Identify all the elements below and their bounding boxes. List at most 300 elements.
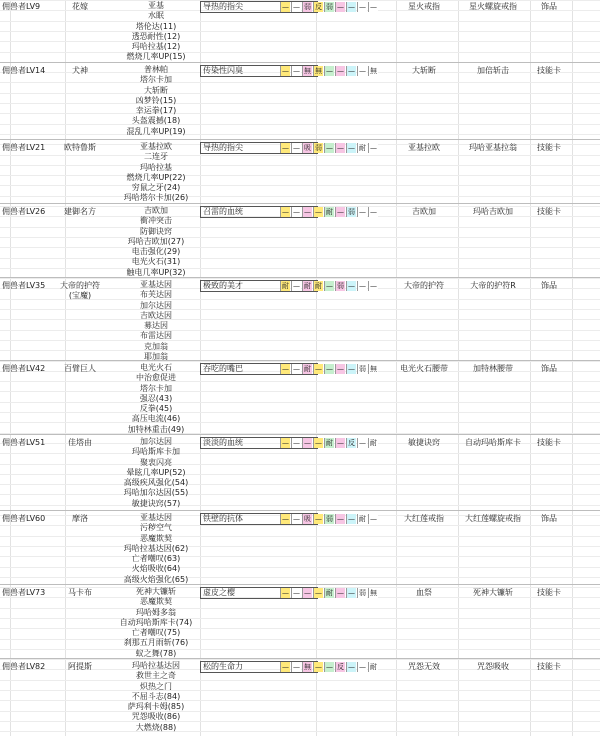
persona-name: 摩洛 [72, 514, 88, 523]
ring-trait-box [200, 142, 377, 154]
grid-line [0, 731, 600, 732]
item-upgraded-name: 加特林腰带 [473, 364, 513, 373]
skill-item: 亡者嘲叹(63) [131, 554, 181, 564]
grid-line [0, 165, 600, 166]
skill-item: 死神大镰斩 [135, 587, 176, 596]
ring-trait-box [200, 206, 377, 218]
grid-line [0, 361, 600, 362]
row-separator [0, 434, 600, 435]
skill-item: 亡者嘲叹(75) [131, 628, 181, 638]
item-upgraded-name: 星火螺旋戒指 [469, 2, 517, 11]
grid-line [0, 618, 600, 619]
grid-line [0, 721, 600, 722]
item-upgraded-name: 加倍斩击 [477, 66, 509, 75]
skill-list [128, 363, 184, 435]
affinity-cell: — [359, 282, 366, 290]
item-name: 大斩断 [412, 66, 436, 75]
skill-item: 耶加翁 [144, 352, 168, 362]
skill-item: 防御诀窍 [139, 226, 172, 236]
grid-line [0, 639, 600, 640]
grid-line [0, 268, 600, 269]
affinity-cell: — [293, 663, 300, 671]
skill-item: 高级火焰强化(65) [123, 574, 189, 584]
ring-trait-box [200, 513, 377, 525]
row-separator [0, 203, 600, 204]
skill-item: 衝冲突击 [139, 216, 172, 226]
trait-name: 虚皮之樱 [203, 588, 235, 597]
persona-name: 百臂巨人 [64, 364, 96, 373]
column-divider [572, 0, 573, 736]
affinity-cell: — [348, 67, 355, 75]
persona-level: 佣兽者LV51 [2, 438, 46, 447]
grid-line [0, 155, 600, 156]
skill-item: 反拳(45) [139, 404, 173, 414]
skill-item: 火焰吸收(64) [131, 564, 181, 574]
persona-level: 佣兽者LV14 [2, 66, 46, 75]
affinity-cell: 弱 [359, 589, 366, 597]
grid-line [0, 464, 600, 465]
affinity-cell: — [282, 365, 289, 373]
skill-item: 幸运拳(17) [135, 106, 177, 116]
ring-trait-box [200, 65, 377, 77]
skill-list [128, 661, 184, 733]
affinity-cell: 耐 [370, 663, 377, 671]
column-divider [396, 0, 397, 736]
grid-line [0, 536, 600, 537]
affinity-cell: — [293, 144, 300, 152]
row-separator [0, 584, 600, 585]
affinity-cell: — [337, 515, 344, 523]
skill-item: 亚基达因 [139, 513, 172, 522]
grid-line [0, 41, 600, 42]
affinity-cell: — [293, 3, 300, 11]
item-name: 咒怨无效 [408, 662, 440, 671]
affinity-cell: — [337, 365, 344, 373]
skill-item: 玛哈拉基达因 [131, 661, 180, 670]
trait-name: 松的生命力 [203, 662, 243, 671]
affinity-cell: — [326, 67, 333, 75]
skill-item: 募达因 [144, 321, 168, 331]
affinity-cell: — [337, 144, 344, 152]
affinity-cell: — [293, 208, 300, 216]
skill-item: 凶梦铃(15) [135, 95, 177, 105]
skill-item: 布芙达因 [140, 290, 172, 300]
skill-item: 敏捷诀窍(57) [131, 498, 181, 508]
affinity-cell: — [326, 663, 333, 671]
grid-line [0, 608, 600, 609]
skill-item: 布雷达因 [140, 331, 172, 341]
affinity-cell: — [293, 439, 300, 447]
item-name: 星火戒指 [408, 2, 440, 11]
affinity-cell: — [326, 365, 333, 373]
affinity-cell: — [326, 144, 333, 152]
ring-trait-box [200, 437, 377, 449]
skill-item: 高压电流(46) [131, 414, 181, 424]
item-type: 技能卡 [537, 588, 561, 597]
affinity-cell: 耐 [304, 282, 311, 290]
grid-line [0, 340, 600, 341]
row-separator [0, 360, 600, 361]
row-separator [0, 139, 600, 140]
affinity-cell: — [293, 282, 300, 290]
item-type: 饰品 [541, 281, 557, 290]
affinity-cell: — [359, 208, 366, 216]
persona-level: 佣兽者LV26 [2, 207, 46, 216]
grid-line [0, 505, 600, 506]
skill-item: 污秽空气 [139, 523, 172, 533]
grid-line [0, 247, 600, 248]
skill-item: 克加翁 [144, 341, 168, 351]
trait-name: 传染性闪臭 [203, 66, 243, 75]
affinity-cell: 吸 [304, 144, 311, 152]
grid-line [0, 422, 600, 423]
skill-item: 加特林重击(49) [127, 424, 185, 434]
grid-line [0, 453, 600, 454]
skill-item: 亚基拉欧 [139, 142, 172, 151]
skill-item: 不屈斗志(84) [131, 691, 181, 701]
affinity-cell: — [337, 439, 344, 447]
affinity-cell: — [293, 515, 300, 523]
affinity-cell: 無 [370, 365, 377, 373]
grid-line [0, 93, 600, 94]
grid-line [0, 103, 600, 104]
skill-item: 恶魔欺契 [139, 533, 172, 543]
skill-item: 中治愈促进 [135, 373, 176, 383]
ring-trait-box [200, 661, 377, 673]
persona-name: 马卡布 [68, 588, 92, 597]
affinity-cell: 無 [370, 67, 377, 75]
skill-item: 触电几率UP(32) [126, 267, 186, 277]
affinity-cell: — [304, 208, 311, 216]
grid-line [0, 690, 600, 691]
row-separator [0, 510, 600, 511]
skill-item: 电光火石 [139, 363, 172, 372]
trait-name: 召雷的血统 [203, 207, 243, 216]
ring-trait-box [200, 363, 377, 375]
affinity-cell: — [359, 439, 366, 447]
affinity-cell: — [282, 67, 289, 75]
skill-item: 大燃烧(88) [135, 722, 177, 732]
affinity-cell: 弱 [304, 3, 311, 11]
affinity-cell: — [315, 515, 322, 523]
skill-item: 聚衷闪亮 [139, 457, 172, 467]
persona-level: 佣兽者LV21 [2, 143, 46, 152]
skill-list [140, 280, 172, 362]
grid-line [0, 700, 600, 701]
affinity-cell: — [348, 282, 355, 290]
affinity-cell: 弱 [359, 365, 366, 373]
item-upgraded-name: 玛哈吉欧加 [473, 207, 513, 216]
grid-line [0, 52, 600, 53]
grid-line [0, 525, 600, 526]
skill-item: 电击强化(29) [131, 247, 181, 257]
persona-level: 佣兽者LV9 [2, 2, 41, 11]
persona-level: 佣兽者LV60 [2, 514, 46, 523]
affinity-cell: — [282, 589, 289, 597]
grid-line [0, 278, 600, 279]
skill-item: 玛哈拉基 [139, 162, 172, 172]
affinity-cell: — [304, 589, 311, 597]
item-name: 大帝的护符 [404, 281, 444, 290]
item-name: 电光火石腰带 [400, 364, 448, 373]
ring-trait-box [200, 280, 377, 292]
affinity-cell: 耐 [304, 365, 311, 373]
skill-item: 水眠 [147, 11, 164, 21]
skill-item: 燃烧几率UP(22) [126, 172, 186, 182]
affinity-cell: — [282, 208, 289, 216]
skill-item: 亚基 [147, 1, 164, 10]
affinity-cell: 耐 [326, 589, 333, 597]
grid-line [0, 113, 600, 114]
skill-item: 自动玛哈斯库卡(74) [119, 617, 193, 627]
grid-line [0, 330, 600, 331]
affinity-cell: — [370, 515, 377, 523]
grid-line [0, 402, 600, 403]
affinity-cell: — [348, 589, 355, 597]
grid-line [0, 391, 600, 392]
affinity-cell: — [370, 144, 377, 152]
affinity-cell: 弱 [315, 144, 322, 152]
affinity-cell: 耐 [315, 282, 322, 290]
grid-line [0, 175, 600, 176]
affinity-cell: — [337, 208, 344, 216]
affinity-cell: — [315, 663, 322, 671]
affinity-cell: — [359, 3, 366, 11]
affinity-cell: 弱 [326, 515, 333, 523]
affinity-cell: 耐 [359, 144, 366, 152]
affinity-cell: — [370, 208, 377, 216]
item-upgraded-name: 死神大镰斩 [473, 588, 513, 597]
column-divider [458, 0, 459, 736]
ring-trait-box [200, 1, 377, 13]
grid-line [0, 124, 600, 125]
skill-item: 吉欧达因 [140, 310, 172, 320]
item-upgraded-name: 大帝的护符R [470, 281, 516, 290]
grid-line [0, 546, 600, 547]
skill-item: 加尔达因 [139, 437, 172, 446]
grid-line [0, 711, 600, 712]
grid-line [0, 567, 600, 568]
affinity-cell: — [348, 365, 355, 373]
skill-item: 刹那五月雨斩(76) [123, 638, 189, 648]
item-type: 技能卡 [537, 143, 561, 152]
grid-line [0, 381, 600, 382]
skill-item: 强忍(43) [139, 393, 173, 403]
affinity-cell: — [304, 439, 311, 447]
affinity-cell: — [315, 208, 322, 216]
skill-item: 塔伦达(11) [135, 21, 177, 31]
ring-trait-box [200, 587, 377, 599]
affinity-cell: — [315, 365, 322, 373]
affinity-cell: 弱 [348, 208, 355, 216]
skill-list [120, 587, 192, 659]
skill-item: 玛哈塔尔卡加(26) [123, 193, 189, 203]
skill-item: 玛哈加尔达因(55) [123, 488, 189, 498]
skill-item: 亚基达因 [140, 280, 172, 289]
skill-item: 玛哈斯库卡加 [131, 447, 180, 457]
affinity-cell: 耐 [370, 439, 377, 447]
grid-line [0, 350, 600, 351]
grid-line [0, 680, 600, 681]
skill-list [126, 1, 185, 63]
persona-name: 大帝的护符 [60, 281, 100, 290]
affinity-cell: — [315, 589, 322, 597]
affinity-cell: — [282, 663, 289, 671]
skill-list [126, 206, 185, 278]
persona-level: 佣兽者LV42 [2, 364, 46, 373]
affinity-cell: — [326, 282, 333, 290]
grid-line [0, 237, 600, 238]
persona-name: 建御名方 [64, 207, 96, 216]
skill-item: 混乱几率UP(19) [126, 126, 186, 136]
skill-list [126, 65, 185, 137]
affinity-cell: — [282, 3, 289, 11]
row-separator [0, 277, 600, 278]
affinity-cell: 反 [348, 439, 355, 447]
skill-item: 透恐耐性(12) [131, 31, 181, 41]
affinity-cell: — [348, 3, 355, 11]
item-upgraded-name: 自动玛哈斯库卡 [465, 438, 521, 447]
affinity-cell: — [293, 589, 300, 597]
affinity-cell: — [348, 144, 355, 152]
grid-line [0, 21, 600, 22]
grid-line [0, 258, 600, 259]
skill-item: 电光火石(31) [131, 257, 181, 267]
affinity-cell: — [370, 282, 377, 290]
affinity-cell: 反 [315, 3, 322, 11]
skill-item: 大斩断 [143, 85, 168, 95]
affinity-cell: 弱 [337, 282, 344, 290]
skill-item: 吉欧加 [143, 206, 168, 215]
skill-item: 高级疾风强化(54) [123, 478, 189, 488]
persona-name: 欧特鲁斯 [64, 143, 96, 152]
persona-level: 佣兽者LV82 [2, 662, 46, 671]
grid-line [0, 494, 600, 495]
affinity-cell: — [359, 67, 366, 75]
grid-line [0, 309, 600, 310]
item-type: 饰品 [541, 364, 557, 373]
grid-line [0, 556, 600, 557]
column-divider [530, 0, 531, 736]
affinity-cell: — [359, 663, 366, 671]
grid-line [0, 319, 600, 320]
skill-item: 恶魔欺契 [139, 597, 172, 607]
affinity-cell: — [293, 67, 300, 75]
affinity-cell: — [293, 365, 300, 373]
trait-name: 极致的美才 [203, 281, 243, 290]
item-type: 饰品 [541, 514, 557, 523]
grid-line [0, 474, 600, 475]
skill-item: 蚁之舞(78) [135, 648, 177, 658]
affinity-cell: 無 [304, 67, 311, 75]
row-separator [0, 658, 600, 659]
affinity-cell: — [370, 3, 377, 11]
skill-item: 燃烧几率UP(15) [126, 52, 186, 62]
item-name: 吉欧加 [412, 207, 436, 216]
persona-level: 佣兽者LV73 [2, 588, 46, 597]
item-upgraded-name: 咒怨吸收 [477, 662, 509, 671]
grid-line [0, 649, 600, 650]
grid-line [0, 659, 600, 660]
persona-name: 花嫁 [72, 2, 88, 11]
persona-level: 佣兽者LV35 [2, 281, 46, 290]
affinity-cell: 耐 [282, 282, 289, 290]
affinity-cell: 反 [337, 663, 344, 671]
skill-item: 塔尔卡加 [139, 383, 172, 393]
affinity-cell: — [337, 589, 344, 597]
skill-item: 救世主之奇 [135, 671, 176, 681]
trait-name: 淡淡的血统 [203, 438, 243, 447]
persona-name: 犬神 [72, 66, 88, 75]
skill-item: 玛哈吉欧加(27) [127, 236, 185, 246]
grid-line [0, 196, 600, 197]
item-type: 技能卡 [537, 207, 561, 216]
affinity-cell: 無 [370, 589, 377, 597]
skill-item: 头盔震撼(18) [131, 116, 181, 126]
grid-line [0, 134, 600, 135]
skill-item: 玛哈拉基(12) [131, 42, 181, 52]
grid-line [0, 82, 600, 83]
affinity-cell: 吸 [304, 515, 311, 523]
skill-list [124, 142, 188, 204]
affinity-cell: — [337, 67, 344, 75]
trait-name: 导热的指尖 [203, 2, 243, 11]
skill-item: 玛哈姆多翁 [135, 607, 176, 617]
grid-line [0, 484, 600, 485]
persona-name: 阿提斯 [68, 662, 92, 671]
affinity-cell: 無 [304, 663, 311, 671]
affinity-cell: 耐 [359, 515, 366, 523]
skill-item: 萨玛利卡姆(85) [127, 702, 185, 712]
item-type: 技能卡 [537, 438, 561, 447]
item-name: 亚基拉欧 [408, 143, 440, 152]
item-name: 大红莲戒指 [404, 514, 444, 523]
trait-name: 吞吃的嘴巴 [203, 364, 243, 373]
skill-item: 玛哈拉基达因(62) [123, 543, 189, 553]
affinity-cell: — [282, 515, 289, 523]
skill-item: 晕眩几率UP(52) [126, 467, 186, 477]
affinity-cell: 耐 [326, 208, 333, 216]
skill-item: 咒怨吸收(86) [131, 712, 181, 722]
trait-name: 导热的指尖 [203, 143, 243, 152]
affinity-cell: — [337, 3, 344, 11]
skill-list [124, 437, 188, 509]
persona-name: 佳塔由 [68, 438, 92, 447]
skill-item: 加尔达因 [140, 300, 172, 310]
item-type: 技能卡 [537, 662, 561, 671]
row-separator [0, 62, 600, 63]
skill-list [124, 513, 188, 585]
item-type: 饰品 [541, 2, 557, 11]
affinity-cell: — [315, 439, 322, 447]
item-type: 技能卡 [537, 66, 561, 75]
skill-item: 二连牙 [143, 152, 168, 162]
skill-item: 普林帕 [143, 65, 168, 74]
skill-item: 炽热之门 [139, 681, 172, 691]
item-name: 血祭 [416, 588, 432, 597]
affinity-cell: — [282, 439, 289, 447]
skill-item: 塔尔卡加 [139, 75, 172, 85]
grid-line [0, 628, 600, 629]
affinity-cell: 耐 [326, 439, 333, 447]
persona-arcana: (宝魔) [68, 291, 92, 300]
affinity-cell: — [348, 663, 355, 671]
affinity-cell: — [348, 515, 355, 523]
grid-line [0, 227, 600, 228]
item-name: 敏捷诀窍 [408, 438, 440, 447]
item-upgraded-name: 玛哈亚基拉翁 [469, 143, 517, 152]
trait-name: 铁壁的抗体 [203, 514, 243, 523]
